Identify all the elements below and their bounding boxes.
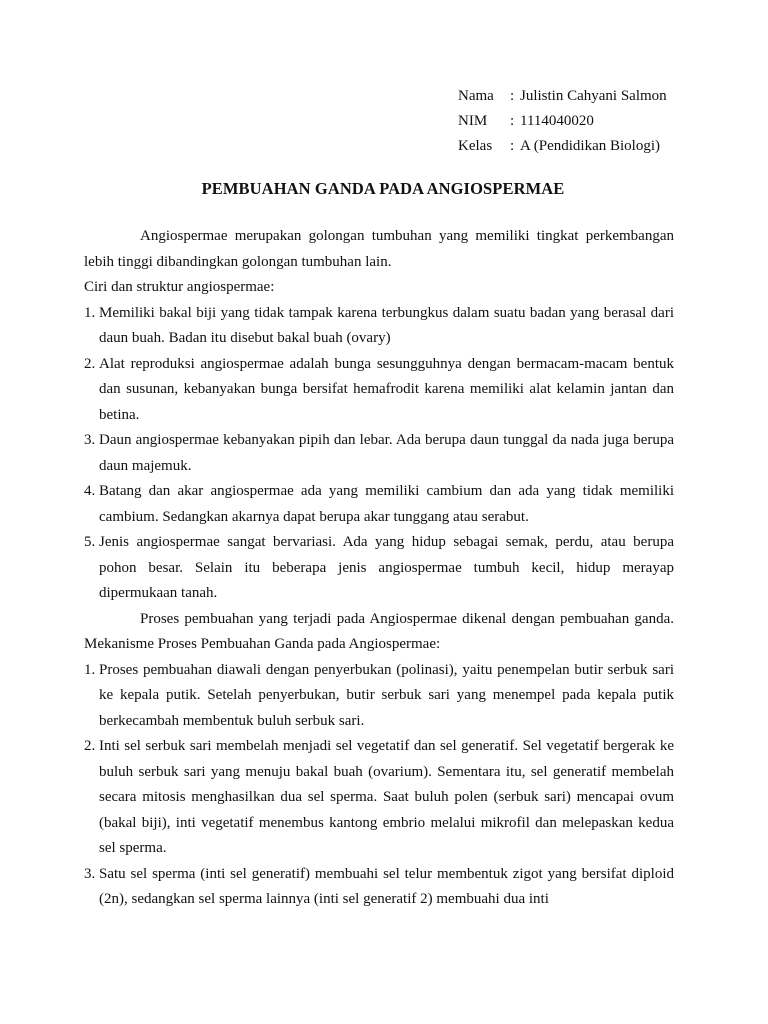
list-item-text: Jenis angiospermae sangat bervariasi. Ada yang hidup sebagai semak, perdu, atau berupa pohon besar. Selain itu beberapa jenis angiospermae tumbuh kecil, hidup merayap dipermukaan tanah. <box>99 534 674 601</box>
list-item <box>84 530 674 607</box>
list-item-number: 1. <box>84 661 96 678</box>
list-item-text: Satu sel sperma (inti sel generatif) membuahi sel telur membentuk zigot yang bersifat diploid (2n), sedangkan sel sperma lainnya (inti sel generatif 2) membuahi dua inti <box>99 865 674 907</box>
document-page <box>84 84 674 913</box>
intro-paragraph: Angiospermae merupakan golongan tumbuhan yang memiliki tingkat perkembangan lebih tinggi dibandingkan golongan tumbuhan lain. <box>84 228 674 270</box>
list-item-number: 5. <box>84 534 96 550</box>
list-item-text: Alat reproduksi angiospermae adalah bunga sesungguhnya dengan bermacam-macam bentuk dan susunan, kebanyakan bunga bersifat hemafrodit karena memiliki alat kelamin jantan dan betina. <box>99 355 674 423</box>
name-separator: : <box>510 88 515 104</box>
list-item <box>84 428 674 479</box>
list-item-number: 4. <box>84 483 96 499</box>
proses-intro-paragraph: Proses pembuahan yang terjadi pada Angiospermae dikenal dengan pembuahan ganda. Mekanisme Proses Pembuahan Ganda pada Angiospermae: <box>84 610 674 652</box>
list-item <box>84 301 674 352</box>
document-body <box>84 224 674 913</box>
list-item-number: 2. <box>84 738 96 754</box>
list-item <box>84 862 674 913</box>
student-name-row <box>458 84 674 109</box>
list-item-number: 3. <box>84 432 96 448</box>
student-info <box>458 84 674 159</box>
list-item-text: Proses pembuahan diawali dengan penyerbukan (polinasi), yaitu penempelan butir serbuk sari ke kepala putik. Setelah penyerbukan, butir serbuk sari yang menempel pada kepala putik berkecambah membentuk buluh serbuk sari. <box>99 661 674 729</box>
nim-label: NIM <box>458 113 488 129</box>
list-item-number: 2. <box>84 355 96 372</box>
name-label: Nama <box>458 88 494 104</box>
list-item-text: Batang dan akar angiospermae ada yang memiliki cambium dan ada yang tidak memiliki cambium. Sedangkan akarnya dapat berupa akar tunggang atau serabut. <box>99 483 674 525</box>
name-value: Julistin Cahyani Salmon <box>520 88 667 104</box>
list-item-number: 1. <box>84 304 96 321</box>
list-item-number: 3. <box>84 865 96 882</box>
list-item <box>84 734 674 862</box>
class-separator: : <box>510 138 515 154</box>
class-value: A (Pendidikan Biologi) <box>520 138 660 154</box>
list-item-text: Inti sel serbuk sari membelah menjadi sel vegetatif dan sel generatif. Sel vegetatif bergerak ke buluh serbuk sari yang menuju bakal buah (ovarium). Sementara itu, sel generatif membelah secara mitosis menghasilkan dua sel sperma. Saat buluh polen (serbuk sari) mencapai ovum (bakal biji), inti vegetatif menembus kantong embrio melalui mikrofil dan melepaskan kedua sel sperma. <box>99 738 674 856</box>
ciri-list <box>84 301 674 607</box>
class-label: Kelas <box>458 138 493 154</box>
list-item-text: Memiliki bakal biji yang tidak tampak karena terbungkus dalam suatu badan yang berasal dari daun buah. Badan itu disebut bakal buah (ovary) <box>99 304 674 346</box>
student-class-row <box>458 134 674 159</box>
document-title: PEMBUAHAN GANDA PADA ANGIOSPERMAE <box>201 179 565 198</box>
nim-separator: : <box>510 113 515 129</box>
nim-value: 1114040020 <box>520 113 594 129</box>
list-item <box>84 658 674 735</box>
list-item <box>84 479 674 530</box>
ciri-heading: Ciri dan struktur angiospermae: <box>84 279 275 295</box>
student-nim-row <box>458 109 674 134</box>
list-item <box>84 352 674 429</box>
list-item-text: Daun angiospermae kebanyakan pipih dan lebar. Ada berupa daun tunggal da nada juga berupa daun majemuk. <box>99 432 674 474</box>
proses-list <box>84 658 674 913</box>
